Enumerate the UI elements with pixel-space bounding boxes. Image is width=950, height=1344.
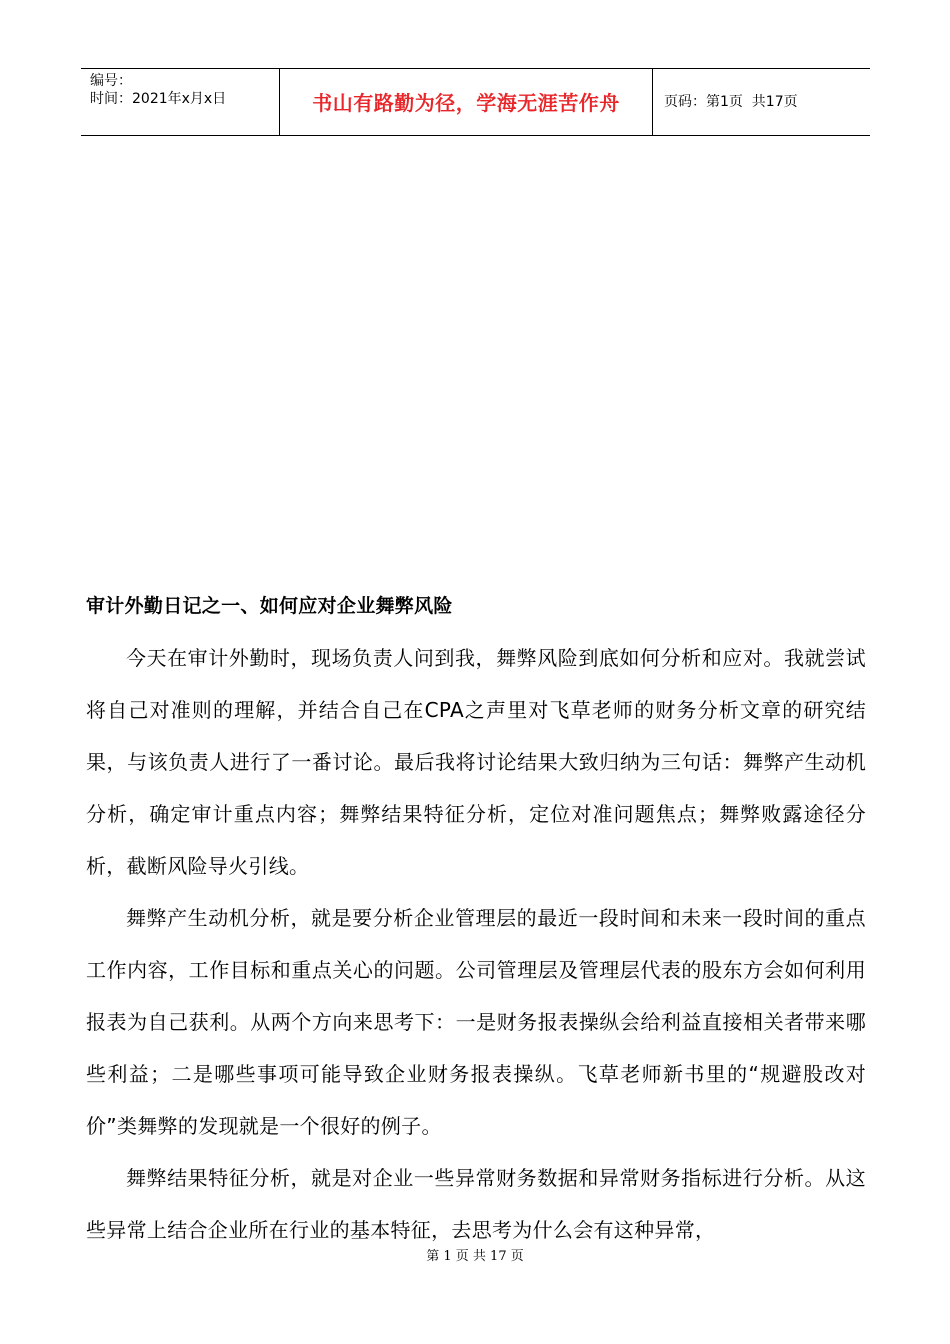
- page-header: [81, 68, 870, 136]
- header-page-cell: [653, 69, 870, 135]
- number-label: 编号：: [90, 73, 132, 89]
- document-body: [86, 632, 866, 1256]
- paragraph: 今天在审计外勤时，现场负责人问到我，舞弊风险到底如何分析和应对。我就尝试将自己对准则的理解，并结合自己在CPA之声里对飞草老师的财务分析文章的研究结果，与该负责人进行了一番讨论。最后我将讨论结果大致归纳为三句话：舞弊产生动机分析，确定审计重点内容；舞弊结果特征分析，定位对准问题焦点；舞弊败露途径分析，截断风险导火引线。: [86, 646, 866, 878]
- header-motto-cell: [280, 69, 653, 135]
- motto-text: 书山有路勤为径，学海无涯苦作舟: [312, 90, 620, 115]
- paragraph: 舞弊结果特征分析，就是对企业一些异常财务数据和异常财务指标进行分析。从这些异常上结合企业所在行业的基本特征，去思考为什么会有这种异常，: [86, 1166, 866, 1242]
- header-meta-cell: [81, 69, 280, 135]
- page-info: 页码：第1页 共17页: [664, 94, 798, 110]
- document-title: 审计外勤日记之一、如何应对企业舞弊风险: [86, 595, 453, 617]
- page-footer: 第 1 页 共 17 页: [426, 1249, 524, 1264]
- paragraph: 舞弊产生动机分析，就是要分析企业管理层的最近一段时间和未来一段时间的重点工作内容，工作目标和重点关心的问题。公司管理层及管理层代表的股东方会如何利用报表为自己获利。从两个方向来思考下：一是财务报表操纵会给利益直接相关者带来哪些利益；二是哪些事项可能导致企业财务报表操纵。飞草老师新书里的“规避股改对价”类舞弊的发现就是一个很好的例子。: [86, 906, 866, 1138]
- date-label: 时间：2021年x月x日: [90, 91, 227, 107]
